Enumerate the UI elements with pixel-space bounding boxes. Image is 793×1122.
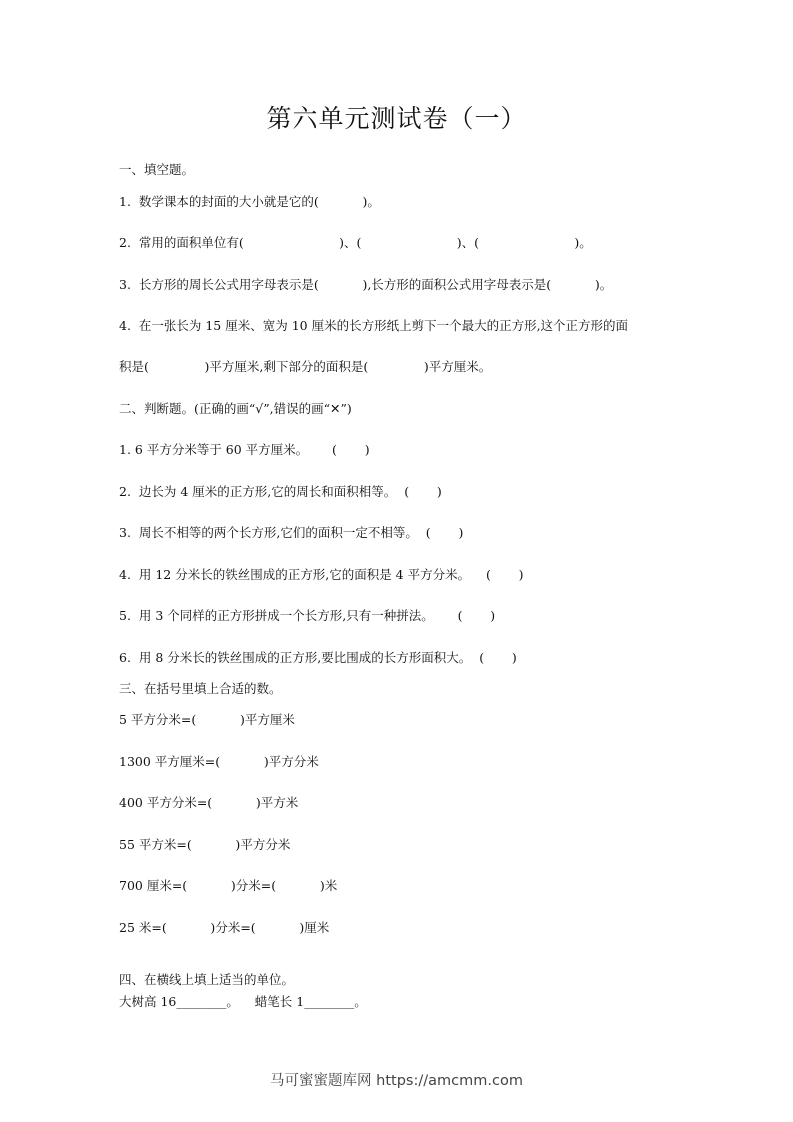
section-heading-conversion: 三、在括号里填上合适的数。 [119, 681, 282, 696]
page-title: 第六单元测试卷（一） [266, 104, 527, 133]
judge-item-6: 6. 用 8 分米长的铁丝围成的正方形,要比围成的长方形面积大。 ( ) [119, 650, 517, 665]
question-4-line-1: 4. 在一张长为 15 厘米、宽为 10 厘米的长方形纸上剪下一个最大的正方形,这个正方形的面 [119, 318, 629, 333]
question-1: 1. 数学课本的封面的大小就是它的( )。 [119, 194, 380, 209]
section-heading-units: 四、在横线上填上适当的单位。 [119, 972, 295, 987]
judge-item-4: 4. 用 12 分米长的铁丝围成的正方形,它的面积是 4 平方分米。 ( ) [119, 567, 524, 582]
question-3: 3. 长方形的周长公式用字母表示是( ),长方形的面积公式用字母表示是( )。 [119, 277, 613, 292]
judge-item-5: 5. 用 3 个同样的正方形拼成一个长方形,只有一种拼法。 ( ) [119, 608, 496, 623]
conversion-item-5: 700 厘米=( )分米=( )米 [119, 878, 338, 893]
conversion-item-1: 5 平方分米=( )平方厘米 [119, 712, 295, 727]
conversion-item-2: 1300 平方厘米=( )平方分米 [119, 754, 319, 769]
conversion-item-4: 55 平方米=( )平方分米 [119, 837, 291, 852]
units-line: 大树高 16________。 蜡笔长 1________。 [119, 994, 367, 1009]
conversion-item-3: 400 平方分米=( )平方米 [119, 795, 299, 810]
conversion-item-6: 25 米=( )分米=( )厘米 [119, 920, 330, 935]
judge-item-1: 1. 6 平方分米等于 60 平方厘米。 ( ) [119, 442, 370, 457]
judge-item-3: 3. 周长不相等的两个长方形,它们的面积一定不相等。 ( ) [119, 525, 464, 540]
section-heading-true-false: 二、判断题。(正确的画“√”,错误的画“✕”) [119, 401, 352, 416]
judge-item-2: 2. 边长为 4 厘米的正方形,它的周长和面积相等。 ( ) [119, 484, 442, 499]
section-heading-fill-blank: 一、填空题。 [119, 162, 195, 177]
question-2: 2. 常用的面积单位有( )、( )、( )。 [119, 235, 592, 250]
footer-watermark: 马可蜜蜜题库网 https://amcmm.com [270, 1073, 523, 1089]
question-4-line-2: 积是( )平方厘米,剩下部分的面积是( )平方厘米。 [119, 359, 492, 374]
